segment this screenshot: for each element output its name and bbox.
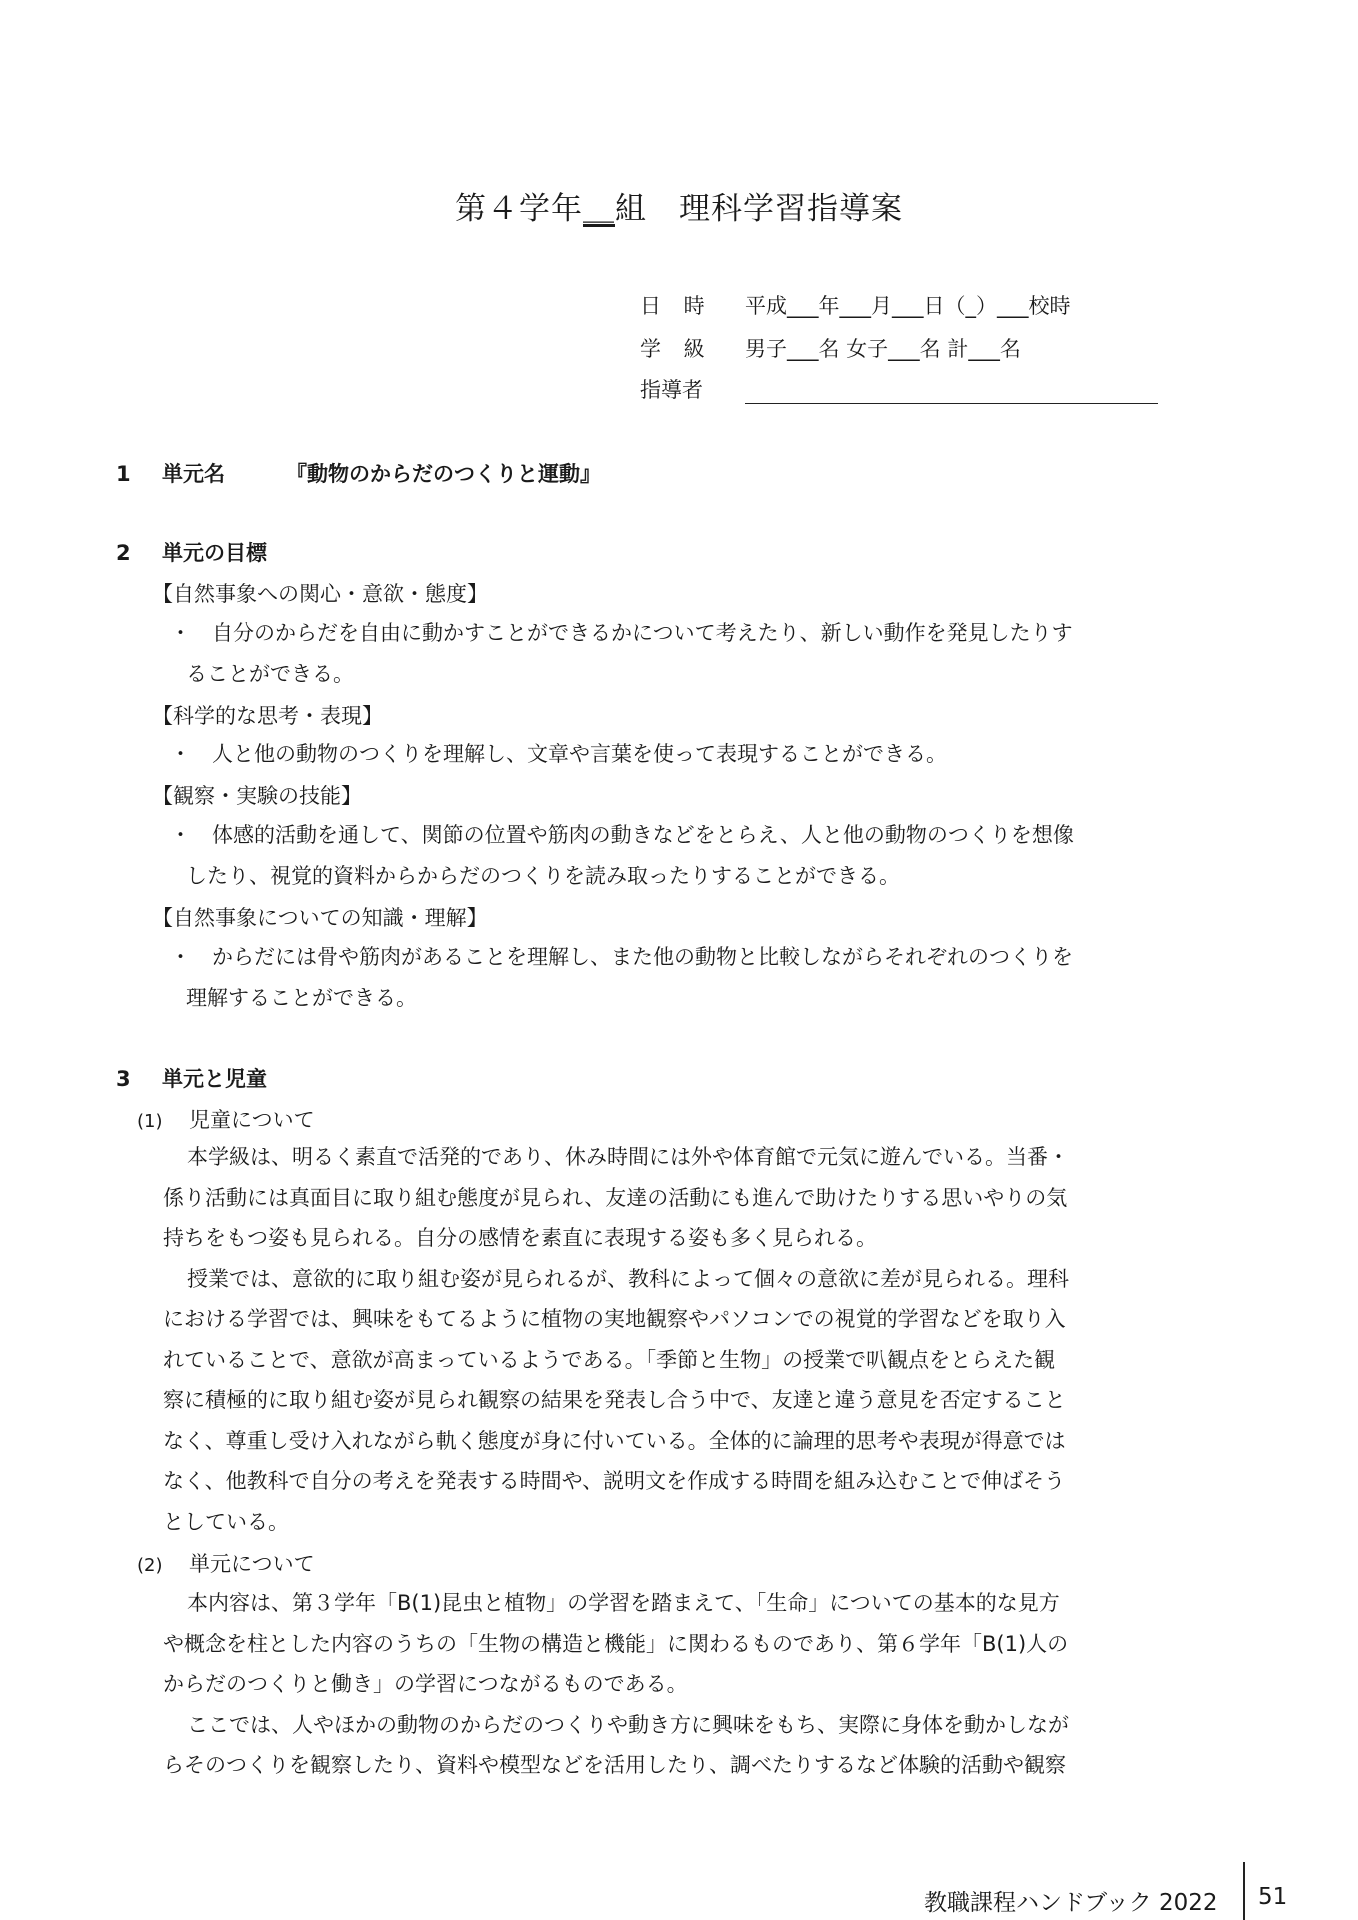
section1-heading: 単元名 (162, 462, 225, 486)
subsection1-heading: 児童について (189, 1108, 315, 1132)
teacher-line (745, 377, 1158, 404)
section-goals-heading (116, 537, 267, 567)
goal-line: 理解することができる。 (186, 986, 417, 1010)
goal-line: からだには骨や筋肉があることを理解し、また他の動物と比較しながらそれぞれのつくりを (212, 945, 1073, 969)
paragraph-line: からだのつくりと働き」の学習につながるものである。 (163, 1672, 688, 1696)
children-paragraph (163, 1137, 1183, 1542)
paragraph-line: らそのつくりを観察したり、資料や模型などを活用したり、調べたりするなど体験的活動や観察 (163, 1753, 1066, 1777)
goal-line: ることができる。 (186, 662, 354, 686)
paragraph-line: における学習では、興味をもてるように植物の実地観察やパソコンでの視覚的学習などを取り入 (163, 1307, 1066, 1331)
goal-line: 自分のからだを自由に動かすことができるかについて考えたり、新しい動作を発見したりす (212, 621, 1073, 645)
section1-number: 1 (116, 462, 131, 486)
section3-number: 3 (116, 1067, 131, 1091)
goal-line: 体感的活動を通して、関節の位置や筋肉の動きなどをとらえ、人と他の動物のつくりを想像 (212, 823, 1074, 847)
goal-line: 人と他の動物のつくりを理解し、文章や言葉を使って表現することができる。 (212, 742, 947, 766)
bullet-dot: ・ (170, 742, 191, 766)
bullet-dot: ・ (170, 823, 191, 847)
teacher-label: 指導者 (640, 378, 703, 402)
paragraph-line: 察に積極的に取り組む姿が見られ観察の結果を発表し合う中で、友達と違う意見を否定すること (163, 1388, 1066, 1412)
section2-heading: 単元の目標 (162, 541, 267, 565)
section1-value: 『動物のからだのつくりと運動』 (286, 462, 601, 486)
paragraph-line: ここでは、人やほかの動物のからだのつくりや動き方に興味をもち、実際に身体を動かしなが (187, 1712, 1069, 1737)
paragraph-line: としている。 (163, 1509, 289, 1534)
footer-divider (1243, 1862, 1245, 1920)
section-unit-name (116, 458, 601, 488)
subsection2-heading: 単元について (189, 1552, 315, 1576)
section3-heading: 単元と児童 (162, 1067, 267, 1091)
meta-date-row (640, 290, 1071, 320)
section-unit-children-heading (116, 1063, 267, 1093)
title-part2: 組 理科学習指導案 (615, 191, 903, 227)
subsection2-number: (2) (137, 1555, 163, 1576)
unit-paragraph (163, 1583, 1183, 1786)
paragraph-line: や概念を柱とした内容のうちの「生物の構造と機能」に関わるものであり、第６学年「B(1)人の (163, 1631, 1069, 1656)
section2-number: 2 (116, 541, 131, 565)
meta-class-row (640, 333, 1021, 363)
date-label: 日 時 (640, 294, 713, 318)
subsection-children-heading (137, 1104, 315, 1134)
paragraph-line: 持ちをもつ姿も見られる。自分の感情を素直に表現する姿も多く見られる。 (163, 1226, 877, 1250)
title-blank: ＿ (583, 191, 615, 227)
goal-category: 【自然事象への関心・意欲・態度】 (152, 582, 488, 606)
class-value: 男子___名 女子___名 計___名 (745, 337, 1021, 361)
page-title (0, 183, 1358, 228)
bullet-dot: ・ (170, 621, 191, 645)
paragraph-line: 本学級は、明るく素直で活発的であり、休み時間には外や体育館で元気に遊んでいる。当番・ (187, 1145, 1069, 1169)
date-value: 平成___年___月___日（_）___校時 (745, 294, 1071, 318)
goal-item (170, 734, 1170, 775)
subsection-unit-heading (137, 1548, 315, 1578)
title-part1: 第４学年 (455, 191, 583, 227)
subsection1-number: (1) (137, 1111, 163, 1132)
goal-item (170, 815, 1170, 897)
goal-line: したり、視覚的資料からからだのつくりを読み取ったりすることができる。 (186, 864, 900, 888)
paragraph-line: れていることで、意欲が高まっているようである。「季節と生物」の授業で叭観点をとらえた観 (163, 1347, 1056, 1372)
paragraph-line: 授業では、意欲的に取り組む姿が見られるが、教科によって個々の意欲に差が見られる。理科 (187, 1266, 1069, 1291)
paragraph-line: なく、尊重し受け入れながら軌く態度が身に付いている。全体的に論理的思考や表現が得意では (163, 1428, 1066, 1453)
meta-teacher-row (640, 374, 1158, 404)
page-number: 51 (1258, 1884, 1288, 1910)
paragraph-line: 係り活動には真面目に取り組む態度が見られ、友達の活動にも進んで助けたりする思いやりの気 (163, 1185, 1068, 1210)
bullet-dot: ・ (170, 945, 191, 969)
footer-book-title: 教職課程ハンドブック 2022 (924, 1890, 1218, 1916)
paragraph-line: 本内容は、第３学年「B(1)昆虫と植物」の学習を踏まえて、「生命」についての基本的な見方 (187, 1591, 1060, 1615)
class-label: 学 級 (640, 337, 713, 361)
goal-item (170, 613, 1170, 695)
goal-category: 【観察・実験の技能】 (152, 784, 362, 808)
goal-category: 【科学的な思考・表現】 (152, 704, 383, 728)
goal-item (170, 937, 1170, 1019)
goal-category: 【自然事象についての知識・理解】 (152, 906, 488, 930)
paragraph-line: なく、他教科で自分の考えを発表する時間や、説明文を作成する時間を組み込むことで伸ばそう (163, 1469, 1066, 1493)
